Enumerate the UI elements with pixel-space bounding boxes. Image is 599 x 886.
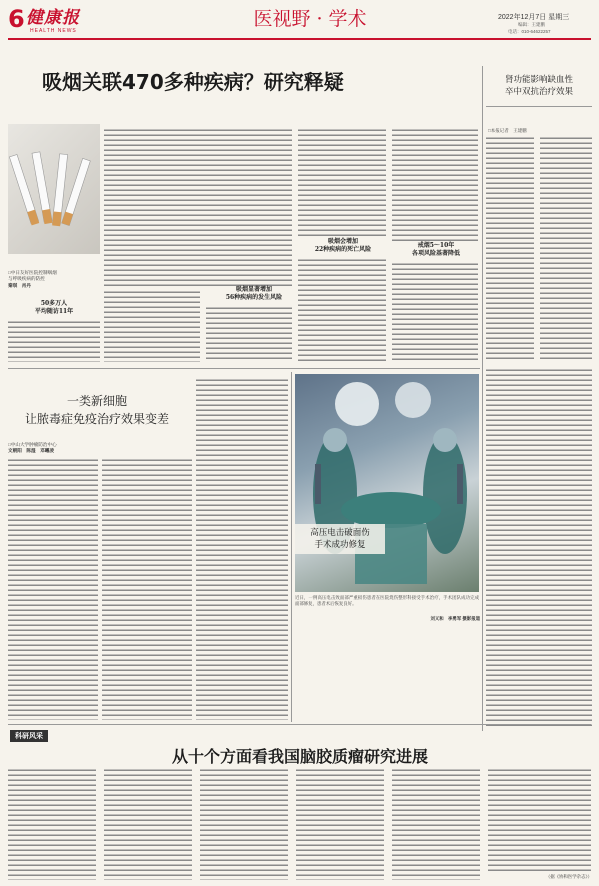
email-line: 电话：010-64622257 (508, 29, 551, 34)
surgery-scene (295, 374, 479, 592)
paper-name: 健康报 (26, 8, 80, 28)
feature1-col6 (298, 258, 386, 362)
feature2-credit-line: □中山大学肿瘤防治中心 (8, 442, 57, 447)
feature1-col7 (392, 128, 478, 242)
masthead-rule (8, 38, 591, 40)
section-title: 医视野 · 学术 (253, 8, 367, 30)
surgery-title-line2: 手术成功修复 (314, 540, 366, 550)
main-headline: 吸烟关联470多种疾病？研究释疑 (42, 70, 344, 94)
bottom-col4 (296, 768, 384, 880)
sidebar-byline: □本报记者 王建鹏 (488, 128, 527, 133)
subhead-2 (210, 286, 298, 302)
surgery-photo-title (295, 524, 385, 554)
feature1-bottom-rule (8, 368, 480, 369)
subhead-1-line2: 平均随访11年 (34, 308, 74, 315)
sidebar-title-line1: 肾功能影响缺血性 (504, 75, 573, 85)
bottom-col5 (392, 768, 480, 880)
page-number: 6 (8, 5, 25, 33)
feature1-col5 (298, 128, 386, 236)
sidebar-title-line2: 卒中双抗治疗效果 (504, 87, 573, 97)
feature1-col1 (8, 320, 100, 362)
sidebar-body-col3 (486, 368, 592, 728)
subhead-1-line1: 50多万人 (40, 300, 68, 307)
masthead (8, 6, 591, 42)
sidebar-body-col2 (540, 136, 592, 362)
bottom-label: 科研风采 (10, 730, 48, 742)
bottom-col3 (200, 768, 288, 880)
feature2-authors: 文朝阳 陈湿 邓曦凌 (8, 448, 54, 453)
feature1-authors: 秦琪 肖丹 (8, 283, 31, 288)
feature-photo (8, 124, 100, 254)
subhead-3 (298, 238, 388, 254)
bottom-top-rule (8, 724, 591, 725)
bottom-col1 (8, 768, 96, 880)
feature2-credit (8, 442, 128, 454)
sidebar-title (486, 74, 592, 98)
surgery-caption: 近日，一例高压电击致面部严重损伤患者在医院烧伤整形科接受手术治疗，手术团队成功完成面部修复，患者术后恢复良好。 (295, 596, 479, 607)
feature2-headline-line1: 一类新细胞 (66, 394, 127, 408)
feature2-col3 (196, 378, 288, 720)
sidebar-left-border (482, 66, 483, 731)
bottom-footer: （据《协和医学杂志》） (545, 874, 592, 879)
feature1-col8 (392, 262, 478, 362)
subhead-1 (8, 300, 100, 316)
subhead-4-line2: 各项风险基著降低 (411, 250, 460, 257)
subhead-4-line1: 戒烟5～10年 (417, 242, 455, 249)
editor-line: 编辑：王建鹏 (518, 22, 545, 27)
feature2-col2 (102, 458, 192, 720)
subhead-2-line2: 56种疾病的发生风险 (225, 294, 283, 301)
cigarette-illustration (8, 124, 100, 254)
surgery-credit: 刘义和 李勇军 摄影报道 (430, 616, 480, 621)
paper-name-en: HEALTH NEWS (30, 28, 77, 34)
bottom-col2 (104, 768, 192, 880)
feature1-col4 (206, 306, 292, 362)
feature1-caption-line1: □中日友好医院控制咽烟 (8, 270, 57, 275)
surgery-title-line1: 高压电击破面伤 (310, 528, 370, 538)
subhead-3-line2: 22种疾病的死亡风险 (314, 246, 372, 253)
subhead-2-line1: 吸烟显著增加 (235, 286, 272, 293)
sidebar-body-col1 (486, 136, 534, 362)
bottom-headline: 从十个方面看我国脑胶质瘤研究进展 (171, 747, 428, 766)
sidebar-divider (486, 106, 592, 107)
bottom-col6 (488, 768, 591, 872)
feature1-caption (8, 270, 100, 289)
feature2-headline-line2: 让脓毒症免疫治疗效果变差 (24, 412, 169, 426)
subhead-4 (392, 242, 480, 258)
feature1-intro (104, 128, 216, 286)
subhead-3-line1: 吸烟会增加 (327, 238, 358, 245)
feature2-col1 (8, 458, 98, 720)
feature1-col3 (206, 128, 292, 288)
feature1-col2 (104, 290, 200, 362)
date-line: 2022年12月7日 星期三 (498, 14, 570, 21)
surgery-photo (295, 374, 479, 592)
feature1-caption-line2: 与呼吸疾病的防控 (8, 276, 45, 281)
feature2-headline (8, 392, 186, 428)
feature2-right-border (291, 372, 292, 722)
